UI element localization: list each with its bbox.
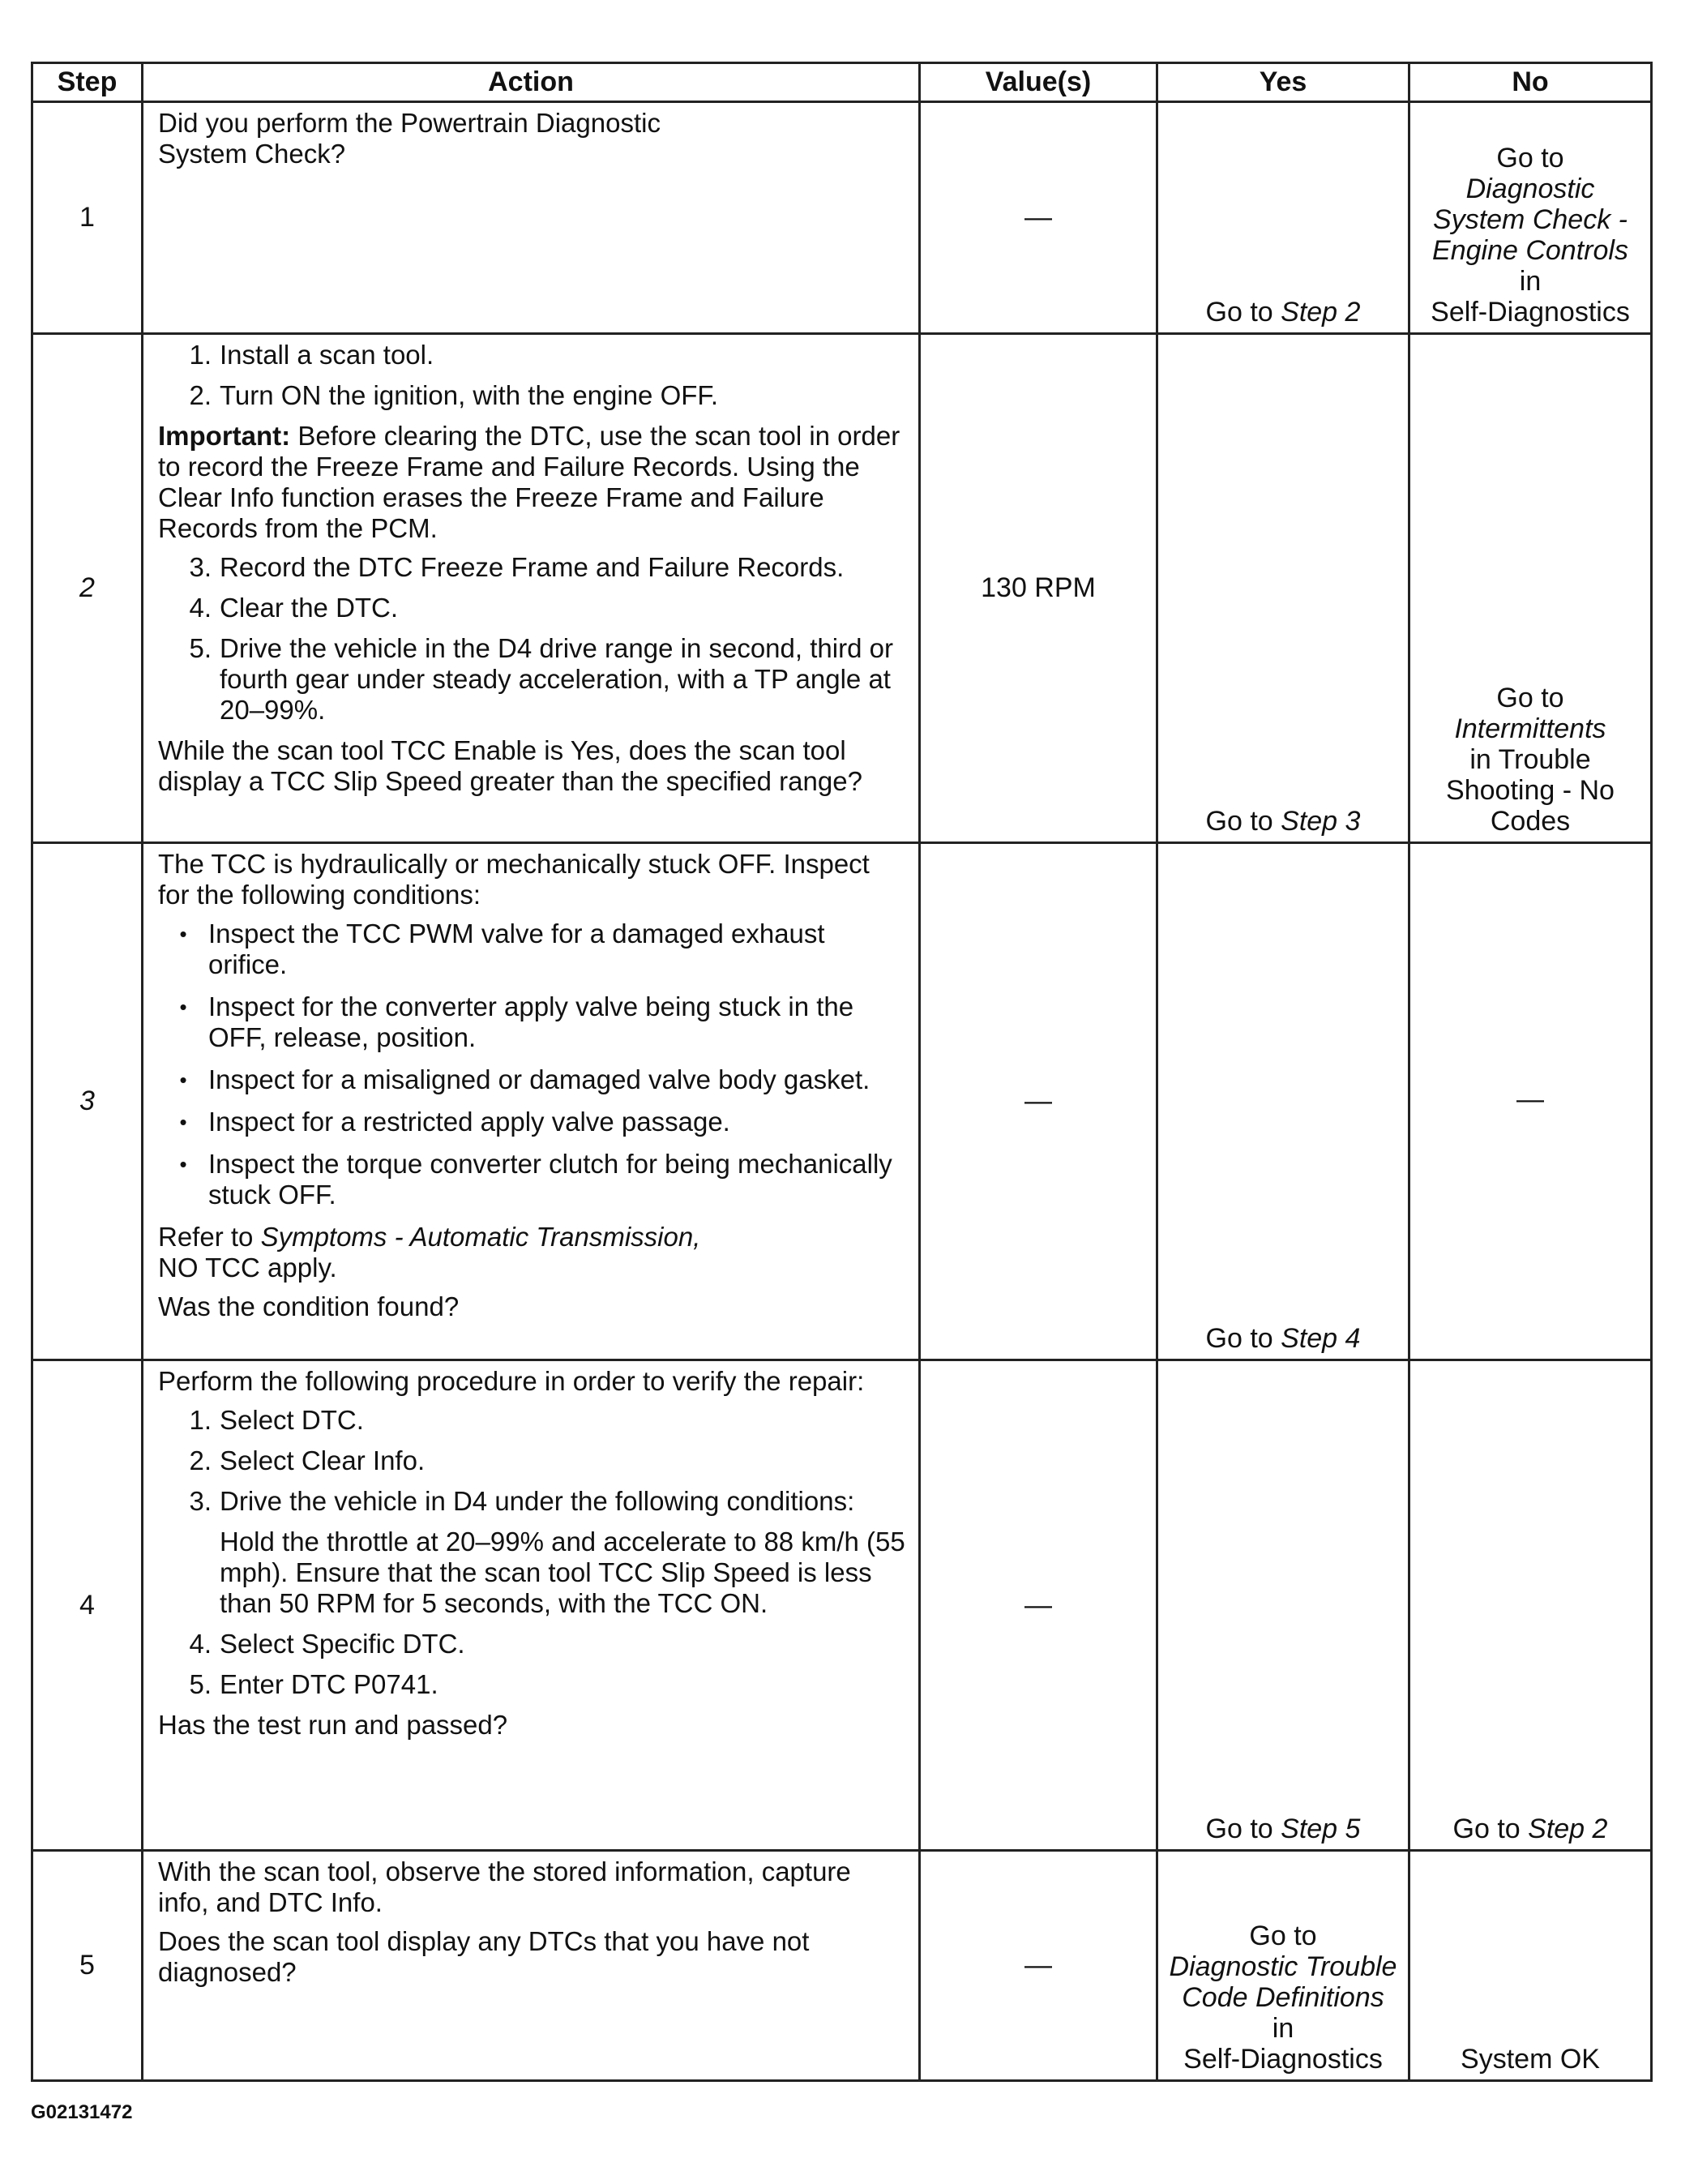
- value-cell: —: [920, 102, 1157, 334]
- action-intro: Perform the following procedure in order to verify the repair:: [158, 1366, 865, 1396]
- action-intro: With the scan tool, observe the stored information, capture info, and DTC Info.: [158, 1856, 851, 1917]
- step-number: 4: [32, 1360, 143, 1851]
- list-item: 4. Clear the DTC.: [189, 593, 399, 623]
- value-cell: —: [920, 1360, 1157, 1851]
- yes-cell: Go to Step 5: [1157, 1360, 1409, 1851]
- action-question: While the scan tool TCC Enable is Yes, does the scan tool display a TCC Slip Speed greater than the specified range?: [158, 735, 862, 796]
- step-reference: Step 4: [1281, 1323, 1361, 1354]
- list-item: 3. Drive the vehicle in D4 under the following conditions:: [189, 1486, 855, 1516]
- list-item: 1. Install a scan tool.: [189, 340, 434, 370]
- table-header-row: [32, 63, 1652, 102]
- list-item: • Inspect the TCC PWM valve for a damaged exhaust orifice.: [179, 919, 825, 979]
- step-number: 3: [32, 843, 143, 1360]
- list-item: 1. Select DTC.: [189, 1405, 364, 1435]
- yes-cell: Go to Step 3: [1157, 334, 1409, 843]
- action-cell: [143, 843, 920, 1360]
- step-reference: Step 2: [1281, 297, 1361, 328]
- no-cell: Go to Diagnostic System Check - Engine Controls in Self-Diagnostics: [1409, 102, 1652, 334]
- list-item: • Inspect for a restricted apply valve passage.: [179, 1107, 730, 1137]
- step-number: 2: [32, 334, 143, 843]
- table-row: [32, 1851, 1652, 2081]
- table-row: [32, 102, 1652, 334]
- action-cell: [143, 102, 920, 334]
- important-note: Important: Before clearing the DTC, use the scan tool in order to record the Freeze Frame and Failure Records. Using the Clear Info function erases the Freeze Frame and Failure Records from the PCM.: [158, 421, 900, 543]
- list-item: 2. Select Clear Info.: [189, 1445, 426, 1475]
- list-item: • Inspect for the converter apply valve being stuck in the OFF, release, position.: [179, 991, 854, 1052]
- yes-cell: Go to Diagnostic Trouble Code Definitions in Self-Diagnostics: [1157, 1851, 1409, 2081]
- no-cell: Go to Intermittents in Trouble Shooting - No Codes: [1409, 334, 1652, 843]
- yes-cell: Go to Step 2: [1157, 102, 1409, 334]
- header-values: Value(s): [920, 63, 1157, 102]
- doc-reference: Diagnostic Trouble Code Definitions: [1169, 1951, 1397, 2013]
- figure-id: G02131472: [31, 2101, 133, 2123]
- list-item: • Inspect for a misaligned or damaged valve body gasket.: [179, 1064, 870, 1094]
- no-cell: —: [1409, 843, 1652, 1360]
- header-no: No: [1409, 63, 1652, 102]
- header-action: Action: [143, 63, 920, 102]
- sub-instruction: Hold the throttle at 20–99% and accelerate to 88 km/h (55 mph). Ensure that the scan tool TCC Slip Speed is less than 50 RPM for 5 seconds, with the TCC ON.: [220, 1527, 905, 1618]
- header-yes: Yes: [1157, 63, 1409, 102]
- table-row: [32, 334, 1652, 843]
- doc-reference: Intermittents: [1454, 713, 1606, 744]
- list-item: 2. Turn ON the ignition, with the engine OFF.: [189, 380, 719, 410]
- value-cell: 130 RPM: [920, 334, 1157, 843]
- list-item: 5. Enter DTC P0741.: [189, 1669, 438, 1699]
- yes-cell: Go to Step 4: [1157, 843, 1409, 1360]
- no-cell: Go to Step 2: [1409, 1360, 1652, 1851]
- list-item: 5. Drive the vehicle in the D4 drive range in second, third or fourth gear under steady acceleration, with a TP angle at 20–99%.: [189, 633, 893, 725]
- step-number: 1: [32, 102, 143, 334]
- value-cell: —: [920, 1851, 1157, 2081]
- action-cell: [143, 1851, 920, 2081]
- step-reference: Step 3: [1281, 806, 1361, 837]
- action-question: Has the test run and passed?: [158, 1710, 508, 1740]
- reference-note: Refer to Symptoms - Automatic Transmission, NO TCC apply.: [158, 1222, 701, 1283]
- diagnostic-table: [31, 62, 1653, 2082]
- list-item: • Inspect the torque converter clutch for being mechanically stuck OFF.: [179, 1149, 892, 1210]
- value-cell: —: [920, 843, 1157, 1360]
- action-cell: [143, 1360, 920, 1851]
- action-cell: [143, 334, 920, 843]
- doc-reference: Diagnostic System Check - Engine Controls: [1432, 173, 1628, 266]
- action-intro: The TCC is hydraulically or mechanically stuck OFF. Inspect for the following conditions:: [158, 849, 870, 910]
- table-row: [32, 843, 1652, 1360]
- list-item: 4. Select Specific DTC.: [189, 1629, 465, 1659]
- header-step: Step: [32, 63, 143, 102]
- step-number: 5: [32, 1851, 143, 2081]
- action-question: Does the scan tool display any DTCs that you have not diagnosed?: [158, 1926, 810, 1987]
- action-question: Was the condition found?: [158, 1291, 460, 1321]
- step-reference: Step 5: [1281, 1814, 1361, 1844]
- table-row: [32, 1360, 1652, 1851]
- list-item: 3. Record the DTC Freeze Frame and Failure Records.: [189, 552, 845, 582]
- action-question: Did you perform the Powertrain Diagnostic System Check?: [158, 108, 661, 169]
- no-cell: System OK: [1409, 1851, 1652, 2081]
- step-reference: Step 2: [1528, 1814, 1608, 1844]
